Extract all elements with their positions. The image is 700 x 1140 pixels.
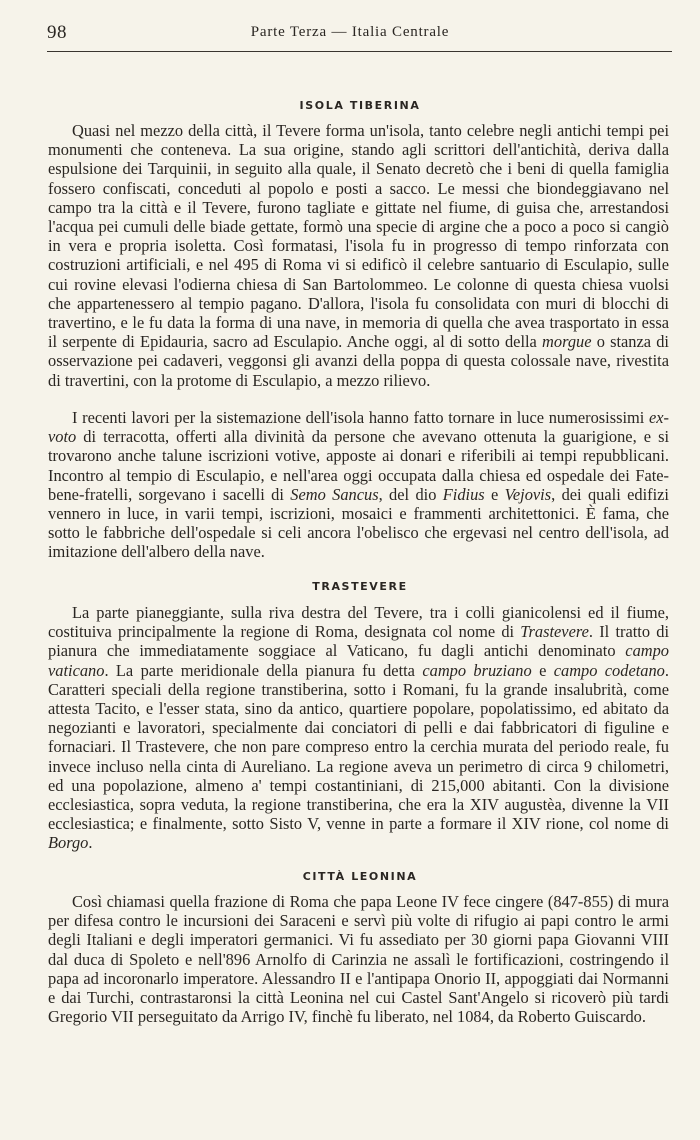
paragraph bbox=[48, 603, 669, 853]
text-run: e bbox=[484, 484, 505, 504]
section-title-citta-leonina: CITTÀ LEONINA bbox=[302, 870, 418, 883]
italic-term: campo codetano bbox=[553, 660, 665, 680]
text-run: . La parte meridionale della pianura fu detta bbox=[104, 660, 423, 680]
text-run: La parte pianeggiante, sulla riva destra del Tevere, tra i colli gianicolensi ed il fiume, costituiva principalmente la regione di Roma, designata col nome di bbox=[48, 603, 669, 642]
italic-term: Trastevere bbox=[520, 622, 589, 642]
italic-term: morgue bbox=[542, 332, 592, 352]
text-run: . Caratteri speciali della regione transtiberina, sotto i Romani, fu la grande insalubrità, come attesta Tacito, e l'esser stata, sino da antico, quartiere popolare, popolatissimo, ed abitato da negozianti e lavoratori, specialmente dai conciatori di pelli e dai fabbricatori di figuline e fornaciari. Il Trastevere, che non pare compreso entro la cerchia murata del periodo reale, fu invece incluso nella cinta di Aureliano. La regione aveva un perimetro di circa 9 chilometri, ed una popolazione, almeno a' tempi costantiniani, di 215,000 abitanti. Con la divisione ecclesiastica, sopra veduta, la regione transtiberina, che era la XIV augustèa, divenne la VII ecclesiastica; e finalmente, sotto Sisto V, venne in parte a formare il XIV rione, col nome di bbox=[48, 660, 669, 834]
text-run: Quasi nel mezzo della città, il Tevere forma un'isola, tanto celebre negli antichi tempi pei monumenti che conteneva. La sua origine, stando agli scrittori dell'antichità, deriva dalla espulsione dei Tarquinii, in seguito alla quale, il Senato decretò che i beni di quella famiglia fossero confiscati, conceduti al popolo e posti a sacco. Le messi che biondeggiavano nel campo tra la città e il Tevere, furono tagliate e gittate nel fiume, di guisa che, arrestandosi l'acqua pei cumuli delle biade gettate, formò una specie di argine che a poco a poco si cangiò in vera e propria isoletta. Così formatasi, l'isola fu in progresso di tempo rinforzata con costruzioni artificiali, e nel 495 di Roma vi si edificò il celebre santuario di Esculapio, sulle cui rovine elevasi l'odierna chiesa di San Bartolommeo. Le colonne di questa chiesa vuolsi che appartenessero al tempio pagano. D'allora, l'isola fu consolidata con muri di blocchi di travertino, e le fu data la forma di una nave, in memoria di quella che avea trasportato in essa il serpente di Epidauria, sacro ad Esculapio. Anche oggi, al di sotto della bbox=[48, 121, 669, 352]
text-run: I recenti lavori per la sistemazione dell'isola hanno fatto tornare in luce numerosissimi bbox=[72, 408, 649, 427]
italic-term: Borgo bbox=[48, 833, 89, 853]
page-number: 98 bbox=[47, 22, 67, 43]
text-run: o stanza di osservazione pei cadaveri, veggonsi gli avanzi della poppa di questa colossale nave, rivestita di travertini, con la protome di Esculapio, a mezzo rilievo. bbox=[48, 332, 669, 390]
italic-term: Semo Sancus bbox=[290, 484, 379, 504]
text-run: . Il tratto di pianura che immediatamente soggiace al Vaticano, fu dagli antichi denominato bbox=[48, 622, 669, 661]
section-title-isola-tiberina: ISOLA TIBERINA bbox=[299, 99, 421, 112]
italic-term: campo vaticano bbox=[48, 641, 669, 680]
text-run: di terracotta, offerti alla divinità da persone che avevano ottenuta la guarigione, e si trovarono anche talune iscrizioni votive, apposte ai donari e riferibili ai tempi repubblicani. Incontro al tempio di Esculapio, e nell'area oggi occupata dalla chiesa ed ospedale dei Fate-bene-fratelli, sorgevano i sacelli di bbox=[48, 427, 669, 504]
paragraph bbox=[48, 408, 669, 562]
italic-term: Fidius bbox=[442, 484, 485, 504]
text-run: , del dio bbox=[378, 484, 443, 504]
text-run: . bbox=[88, 833, 93, 853]
section-title-trastevere: TRASTEVERE bbox=[312, 580, 408, 593]
running-title: Parte Terza — Italia Centrale bbox=[250, 24, 450, 40]
text-run: e bbox=[531, 660, 554, 680]
italic-term: Vejovis bbox=[504, 484, 552, 504]
text-run: , dei quali edifizi vennero in luce, in varii tempi, iscrizioni, mosaici e frammenti architettonici. È fama, che sotto le fabbriche dell'ospedale si celi ancora l'obelisco che ergevasi nel centro dell'isola, ad imitazione dell'albero della nave. bbox=[48, 484, 669, 562]
text-run: Così chiamasi quella frazione di Roma che papa Leone IV fece cingere (847-855) di mura per difesa contro le incursioni dei Saraceni e servì più volte di rifugio ai papi contro le armi degli Italiani e degli imperatori germanici. Vi fu assediato per 30 giorni papa Giovanni VIII dal duca di Spoleto e nell'896 Arnolfo di Carinzia ne assalì le fortificazioni, costringendo il papa ad incoronarlo imperatore. Alessandro II e l'antipapa Onorio II, appoggiati dai Normanni e dai Turchi, contrastaronsi la città Leonina nel cui Castel Sant'Angelo si ricoverò più tardi Gregorio VII perseguitato da Arrigo IV, finchè fu liberato, nel 1084, da Roberto Guiscardo. bbox=[48, 892, 669, 1027]
italic-term: campo bruziano bbox=[422, 660, 532, 680]
italic-term: ex-voto bbox=[48, 408, 669, 447]
paragraph bbox=[48, 121, 669, 390]
paragraph bbox=[48, 892, 669, 1026]
page-header bbox=[0, 22, 700, 46]
header-rule bbox=[47, 51, 672, 52]
